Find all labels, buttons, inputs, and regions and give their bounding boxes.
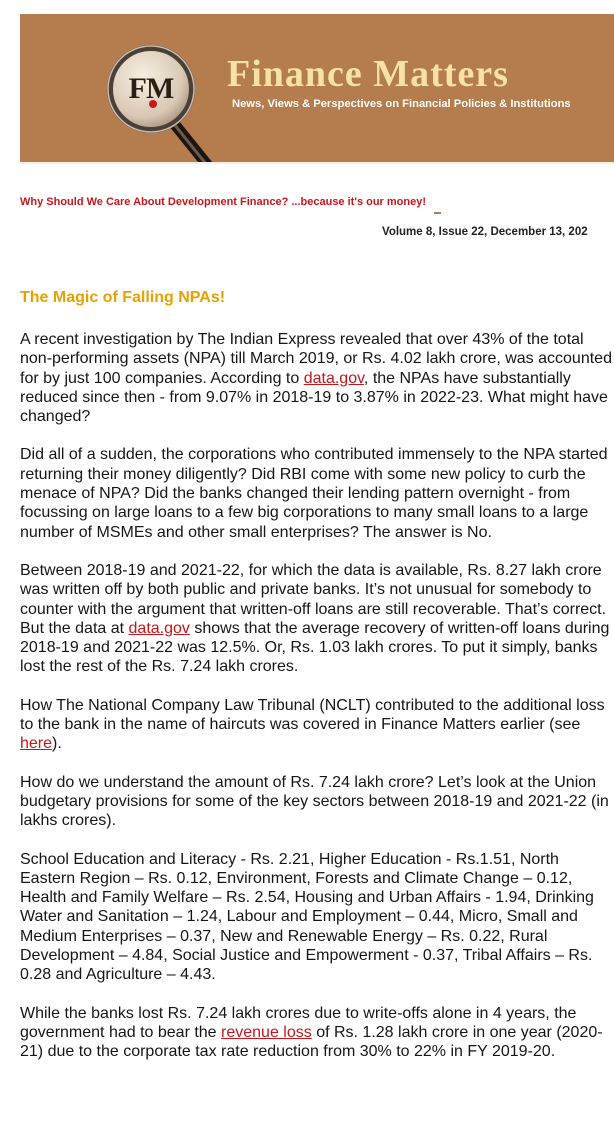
magnifier-logo (106, 44, 196, 134)
here-link[interactable]: here (20, 735, 53, 753)
tagline: Why Should We Care About Development Finance? ...because it's our money! (20, 196, 427, 208)
paragraph-1-text: A recent investigation by The Indian Express revealed that over 43% of the total non-performing assets (NPA) till March 2019, or Rs. 4.02 lakh crore, was accounted for by just 100 companies. According to (20, 331, 612, 387)
paragraph-7-text-end: of Rs. 1.28 lakh crore in one year (2020-21) due to the corporate tax rate reduction from 30% to 22% in FY 2019-20. (20, 1023, 603, 1061)
data-gov-link-1[interactable]: data.gov (303, 369, 364, 387)
newsletter-banner (20, 14, 614, 164)
article-body (20, 330, 614, 1081)
paragraph-4 (20, 696, 614, 754)
paragraph-1 (20, 330, 614, 426)
paragraph-4-text-end: ). (52, 735, 62, 753)
paragraph-6: School Education and Literacy - Rs. 2.21, Higher Education - Rs.1.51, North Eastern Region – Rs. 0.12, Environment, Forests and Climate Change – 0.12, Health and Family Welfare – Rs. 2.54, Housing and Urban Affairs - 1.94, Drinking Water and Sanitation – 1.24, Labour and Employment – 0.44, Micro, Small and Medium Enterprises – 0.37, New and Renewable Energy – Rs. 0.22, Rural Development – 4.84, Social Justice and Empowerment - 0.37, Tribal Affairs – Rs. 0.28 and Agriculture – 4.43. (20, 850, 594, 984)
banner-divider (20, 162, 614, 164)
newsletter-subtitle: News, Views & Perspectives on Financial Policies & Institutions (232, 98, 571, 110)
paragraph-2: Did all of a sudden, the corporations who contributed immensely to the NPA started returning their money diligently? Did RBI come with some new policy to curb the menace of NPA? Did the banks changed their lending pattern overnight - from focussing on large loans to a few big corporations to many small loans to a large number of MSMEs and other small enterprises? The answer is No. (20, 446, 608, 541)
paragraph-3 (20, 561, 614, 677)
paragraph-3-text: Between 2018-19 and 2021-22, for which the data is available, Rs. 8.27 lakh crore was written off by both public and private banks. It’s not unusual for somebody to counter with the argument that written-off loans are still recoverable. That’s correct. But the data at (20, 561, 607, 637)
data-gov-link-2[interactable]: data.gov (128, 619, 190, 637)
newsletter-title: Finance Matters (227, 53, 509, 95)
article-heading: The Magic of Falling NPAs! (20, 289, 226, 306)
paragraph-4-text: How The National Company Law Tribunal (NCLT) contributed to the additional loss to the bank in the name of haircuts was covered in Finance Matters earlier (see (20, 696, 605, 734)
logo-fm-text: FM (128, 72, 174, 105)
paragraph-1-text-end: , the NPAs have substantially reduced since then - from 9.07% in 2018-19 to 3.87% in 2022-23. What might have changed? (20, 369, 608, 426)
revenue-loss-link[interactable]: revenue loss (221, 1023, 312, 1041)
paragraph-7-text: While the banks lost Rs. 7.24 lakh crores due to write-offs alone in 4 years, the government had to bear the (20, 1004, 577, 1041)
paragraph-5: How do we understand the amount of Rs. 7.24 lakh crore? Let’s look at the Union budgetary provisions for some of the key sectors between 2018-19 and 2021-22 (in lakhs crores). (20, 773, 609, 830)
tagline-divider (434, 212, 441, 214)
paragraph-3-text-end: shows that the average recovery of written-off loans during 2018-19 and 2021-22 was 12.5%. Or, Rs. 1.03 lakh crores. To put it simply, banks lost the rest of the Rs. 7.24 lakh crores. (20, 619, 610, 676)
paragraph-7 (20, 1004, 614, 1062)
issue-info: Volume 8, Issue 22, December 13, 202 (382, 226, 588, 238)
